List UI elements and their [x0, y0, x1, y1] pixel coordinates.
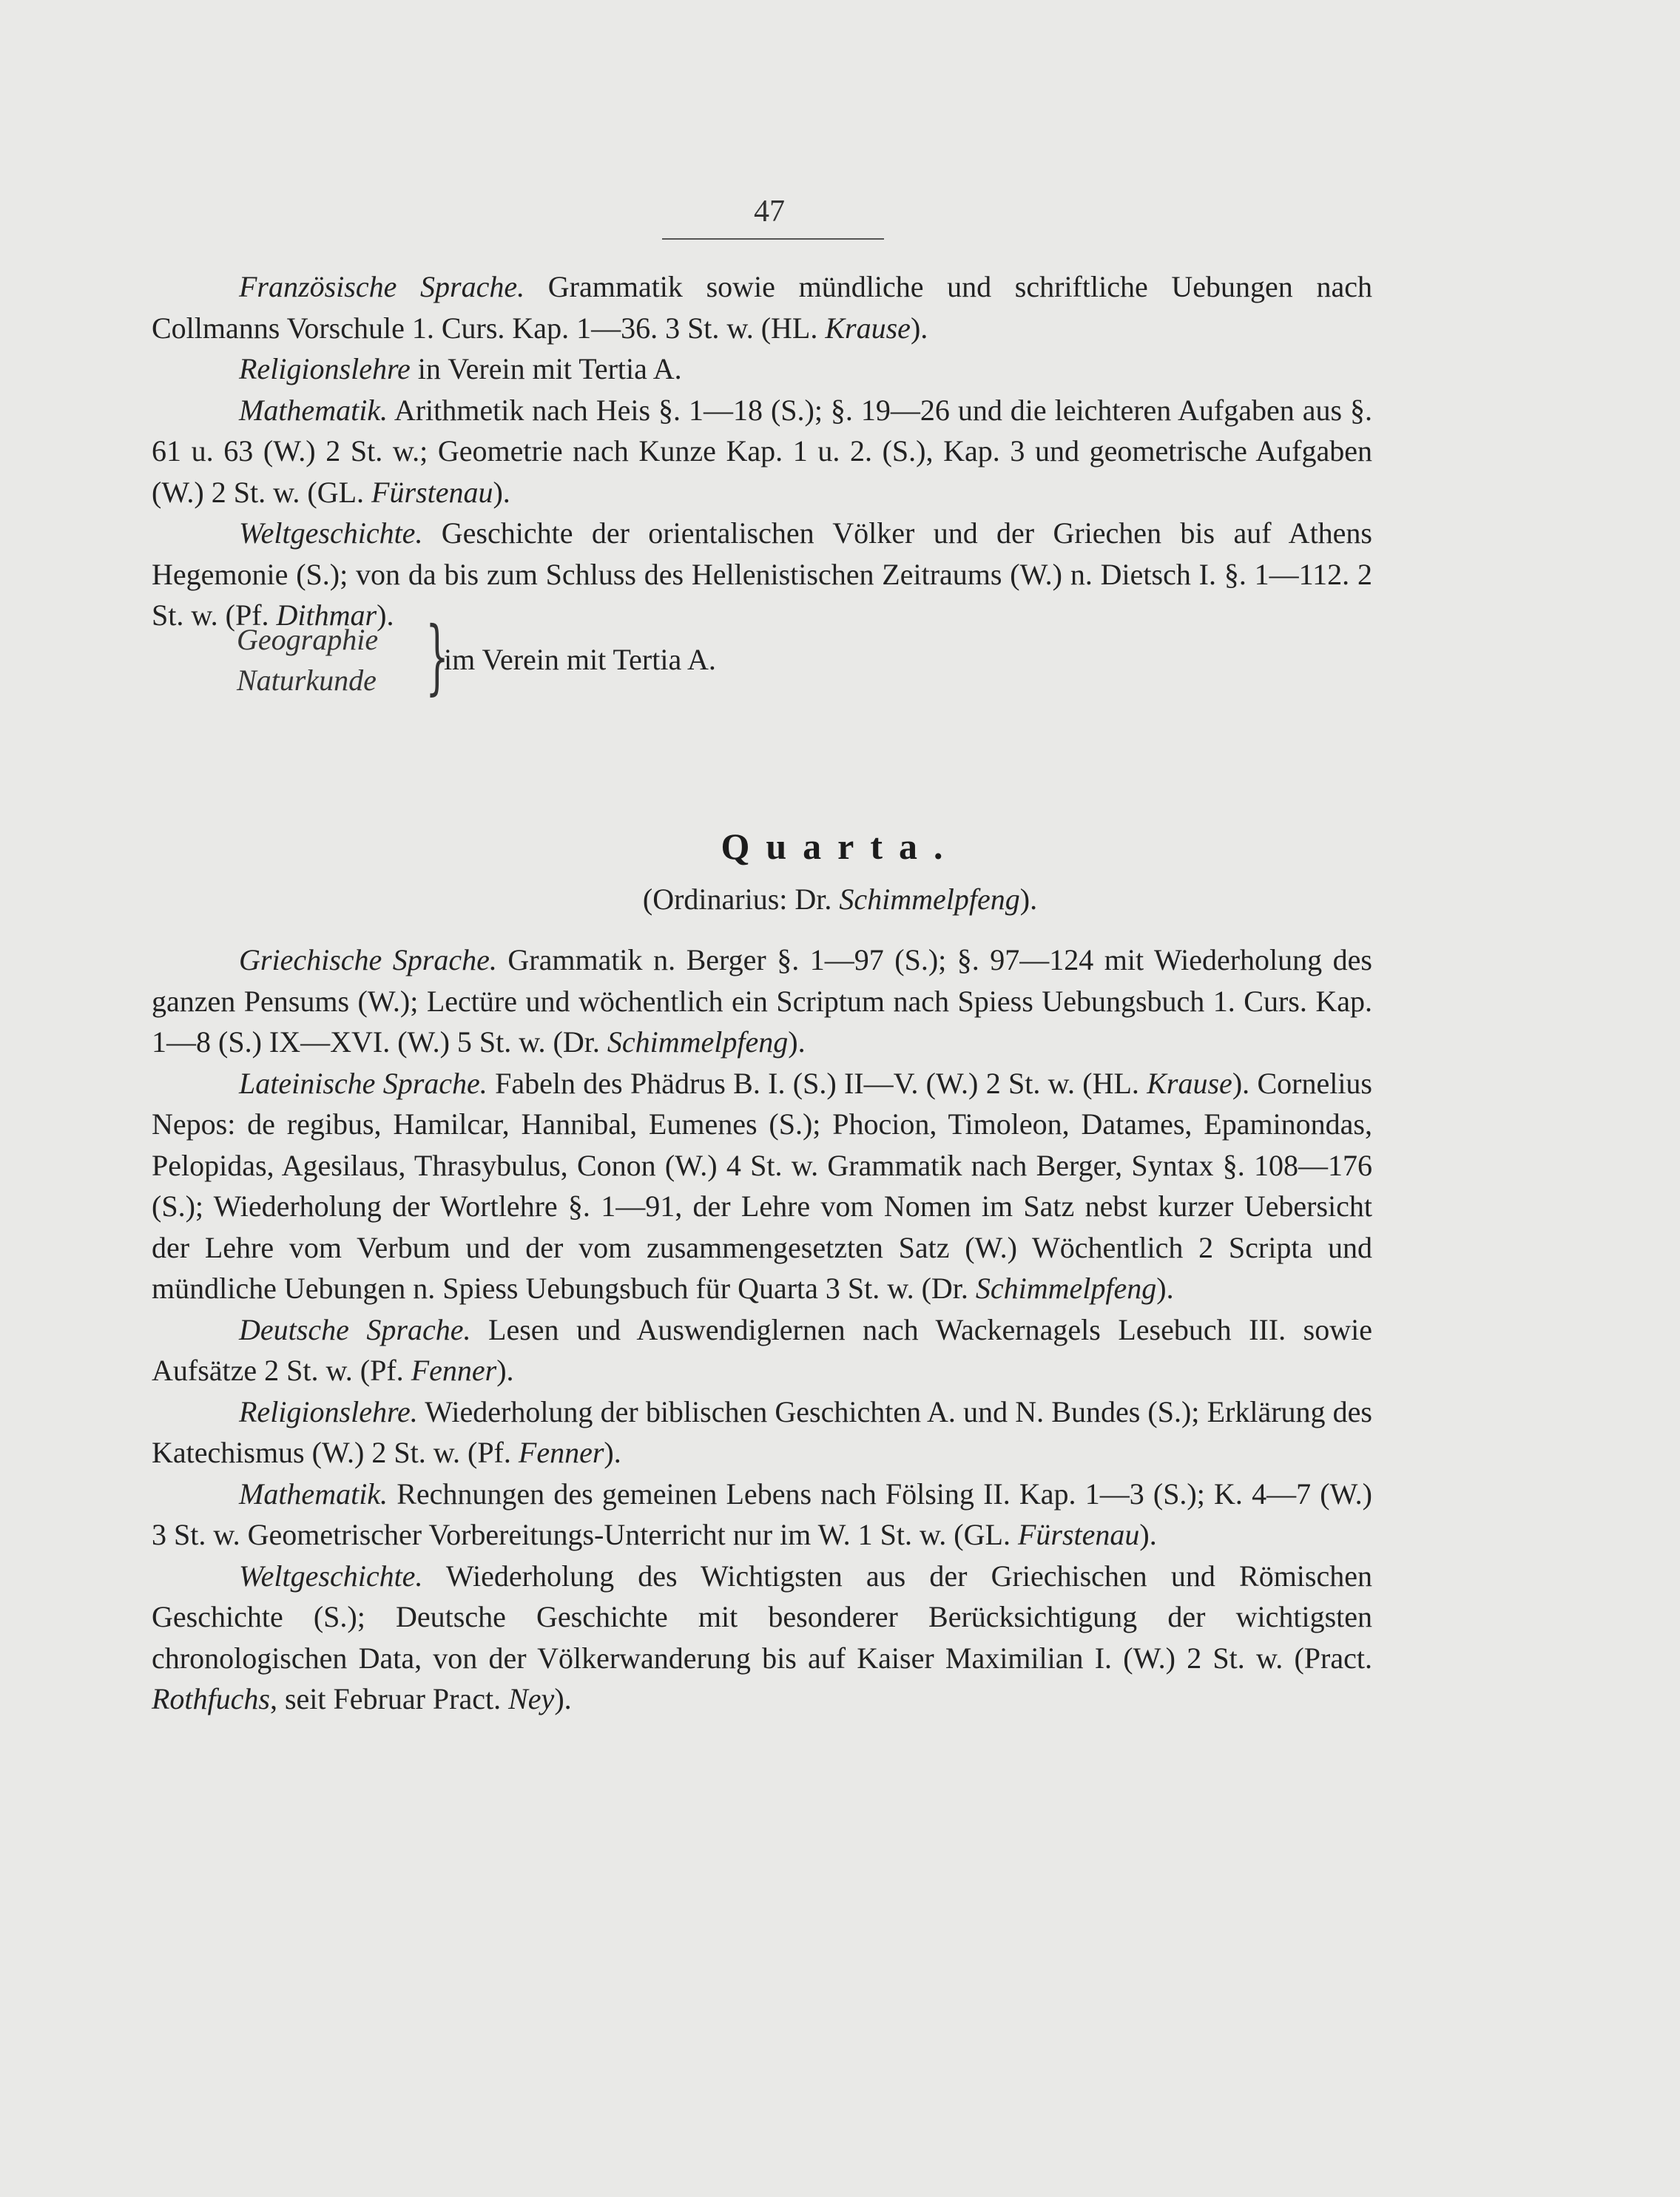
entry-griechisch: Griechische Sprache. Grammatik n. Berger §. 1—97 (S.); §. 97—124 mit Wiederholung des ganzen Pensums (W.); Lectüre und wöchentlich ein Scriptum nach Spiess Uebungsbuch 1. Curs. Kap. 1—8 (S.) IX—XVI. (W.) 5 St. w. (Dr. Schimmelpfeng). — [152, 943, 1372, 1059]
entry-weltgeschichte: Weltgeschichte. Geschichte der orientalischen Völker und der Griechen bis auf Athens Hegemonie (S.); von da bis zum Schluss des Hellenistischen Zeitraums (W.) n. Dietsch I. §. 1—112. 2 St. w. (Pf. Dithmar). — [152, 516, 1372, 632]
entry-title: Griechische Sprache. — [239, 943, 497, 976]
entry-body: Fabeln des Phädrus B. I. (S.) II—V. (W.) 2 St. w. (HL. — [487, 1066, 1147, 1100]
entry-weltgeschichte: Weltgeschichte. Wiederholung des Wichtigsten aus der Griechischen und Römischen Geschichte (S.); Deutsche Geschichte mit besonderer Berücksichtigung der wichtigsten chronologischen Data, von der Völkerwanderung bis auf Kaiser Maximilian I. (W.) 2 St. w. (Pract. Rothfuchs, seit Februar Pract. Ney). — [152, 1559, 1372, 1715]
section-heading-quarta: Quarta. — [721, 826, 959, 867]
entry-title: Mathematik. — [239, 393, 388, 427]
entry-body: Geschichte der orientalischen Völker und der Griechen bis auf Athens Hegemonie (S.); von da bis zum Schluss des Hellenistischen Zeitraums (W.) n. Dietsch I. §. 1—112. 2 St. w. (Pf. — [152, 516, 1372, 632]
entry-title: Deutsche Sprache. — [239, 1312, 471, 1346]
entry-franzoesisch: Französische Sprache. Grammatik sowie mündliche und schriftliche Uebungen nach Collmanns Vorschule 1. Curs. Kap. 1—36. 3 St. w. (HL. Krause). — [152, 270, 1372, 345]
teacher-name: Dithmar — [276, 598, 377, 632]
entry-title: Religionslehre. — [239, 1394, 418, 1428]
page-number: 47 — [754, 195, 785, 229]
entry-religion — [152, 348, 1372, 390]
entry-title: Französische Sprache. — [239, 270, 525, 303]
entry-title: Religionslehre — [239, 352, 411, 385]
header-rule — [662, 238, 884, 240]
entry-religion: Religionslehre. Wiederholung der biblischen Geschichten A. und N. Bundes (S.); Erklärung des Katechismus (W.) 2 St. w. (Pf. Fenner). — [152, 1394, 1372, 1469]
ordinarius-name: Schimmelpfeng — [839, 882, 1020, 916]
entry-body: Wiederholung des Wichtigsten aus der Griechischen und Römischen Geschichte (S.); Deutsche Geschichte mit besonderer Berücksichtigung der wichtigsten chronologischen Data, von der Völkerwanderung bis auf Kaiser Maximilian I. (W.) 2 St. w. (Pract. — [152, 1559, 1372, 1675]
teacher-name: Ney — [508, 1682, 555, 1715]
ordinarius-line: (Ordinarius: Dr. Schimmelpfeng). — [642, 882, 1038, 916]
brace-text: im Verein mit Tertia A. — [444, 643, 716, 676]
section-tertia-b-continued — [152, 266, 1372, 636]
teacher-name: Fürstenau — [371, 475, 493, 509]
teacher-name: Schimmelpfeng — [975, 1272, 1157, 1305]
entry-title: Lateinische Sprache. — [239, 1066, 488, 1100]
entry-mathematik: Mathematik. Arithmetik nach Heis §. 1—18 (S.); §. 19—26 und die leichteren Aufgaben aus §. 61 u. 63 (W.) 2 St. w.; Geometrie nach Kunze Kap. 1 u. 2. (S.), Kap. 3 und geometrische Aufgaben (W.) 2 St. w. (GL. Fürstenau). — [152, 393, 1372, 509]
entry-body: Rechnungen des gemeinen Lebens nach Fölsing II. Kap. 1—3 (S.); K. 4—7 (W.) 3 St. w. Geometrischer Vorbereitungs-Unterricht nur im W. 1 St. w. (GL. — [152, 1477, 1372, 1551]
entry-body: in Verein mit Tertia A. — [410, 352, 682, 385]
entry-deutsch: Deutsche Sprache. Lesen und Auswendiglernen nach Wackernagels Lesebuch III. sowie Aufsätze 2 St. w. (Pf. Fenner). — [152, 1312, 1372, 1387]
teacher-name: Schimmelpfeng — [607, 1025, 789, 1059]
entry-latein: Lateinische Sprache. Fabeln des Phädrus B. I. (S.) II—V. (W.) 2 St. w. (HL. Krause). Cornelius Nepos: de regibus, Hamilcar, Hannibal, Eumenes (S.); Phocion, Timoleon, Datames, Epaminondas, Pelopidas, Agesilaus, Thrasybulus, Conon (W.) 4 St. w. Grammatik nach Berger, Syntax §. 108—176 (S.); Wiederholung der Wortlehre §. 1—91, der Lehre vom Nomen im Satz nebst kurzer Uebersicht der Lehre vom Verbum und der vom zusammengesetzten Satz (W.) Wöchentlich 2 Scripta und mündliche Uebungen n. Spiess Uebungsbuch für Quarta 3 St. w. (Dr. Schimmelpfeng). — [152, 1066, 1372, 1305]
teacher-name: Fenner — [411, 1354, 497, 1387]
teacher-name: Krause — [825, 311, 911, 345]
brace-subjects — [237, 619, 378, 701]
brace-icon: } — [425, 609, 449, 703]
entry-body: Grammatik n. Berger §. 1—97 (S.); §. 97—124 mit Wiederholung des ganzen Pensums (W.); Lectüre und wöchentlich ein Scriptum nach Spiess Uebungsbuch 1. Curs. Kap. 1—8 (S.) IX—XVI. (W.) 5 St. w. (Dr. — [152, 943, 1372, 1059]
teacher-name: Fürstenau — [1017, 1518, 1140, 1551]
entry-body: Wiederholung der biblischen Geschichten A. und N. Bundes (S.); Erklärung des Katechismus (W.) 2 St. w. (Pf. — [152, 1394, 1372, 1469]
subject-naturkunde: Naturkunde — [237, 664, 377, 697]
entry-title: Mathematik. — [239, 1477, 388, 1511]
entry-title: Weltgeschichte. — [239, 516, 423, 550]
entry-title: Weltgeschichte. — [239, 1559, 423, 1593]
subject-geographie: Geographie — [237, 623, 379, 656]
teacher-name: Rothfuchs — [152, 1682, 270, 1715]
section-quarta — [152, 939, 1372, 1720]
entry-body: Lesen und Auswendiglernen nach Wackernagels Lesebuch III. sowie Aufsätze 2 St. w. (Pf. — [152, 1312, 1372, 1387]
entry-body: Grammatik sowie mündliche und schriftliche Uebungen nach Collmanns Vorschule 1. Curs. Kap. 1—36. 3 St. w. (HL. — [152, 270, 1372, 345]
teacher-name: Fenner — [518, 1436, 604, 1469]
entry-body: Arithmetik nach Heis §. 1—18 (S.); §. 19—26 und die leichteren Aufgaben aus §. 61 u. 63 (W.) 2 St. w.; Geometrie nach Kunze Kap. 1 u. 2. (S.), Kap. 3 und geometrische Aufgaben (W.) 2 St. w. (GL. — [152, 393, 1372, 509]
entry-mathematik: Mathematik. Rechnungen des gemeinen Lebens nach Fölsing II. Kap. 1—3 (S.); K. 4—7 (W.) 3 St. w. Geometrischer Vorbereitungs-Unterricht nur im W. 1 St. w. (GL. Fürstenau). — [152, 1477, 1372, 1551]
teacher-name: Krause — [1147, 1066, 1232, 1100]
